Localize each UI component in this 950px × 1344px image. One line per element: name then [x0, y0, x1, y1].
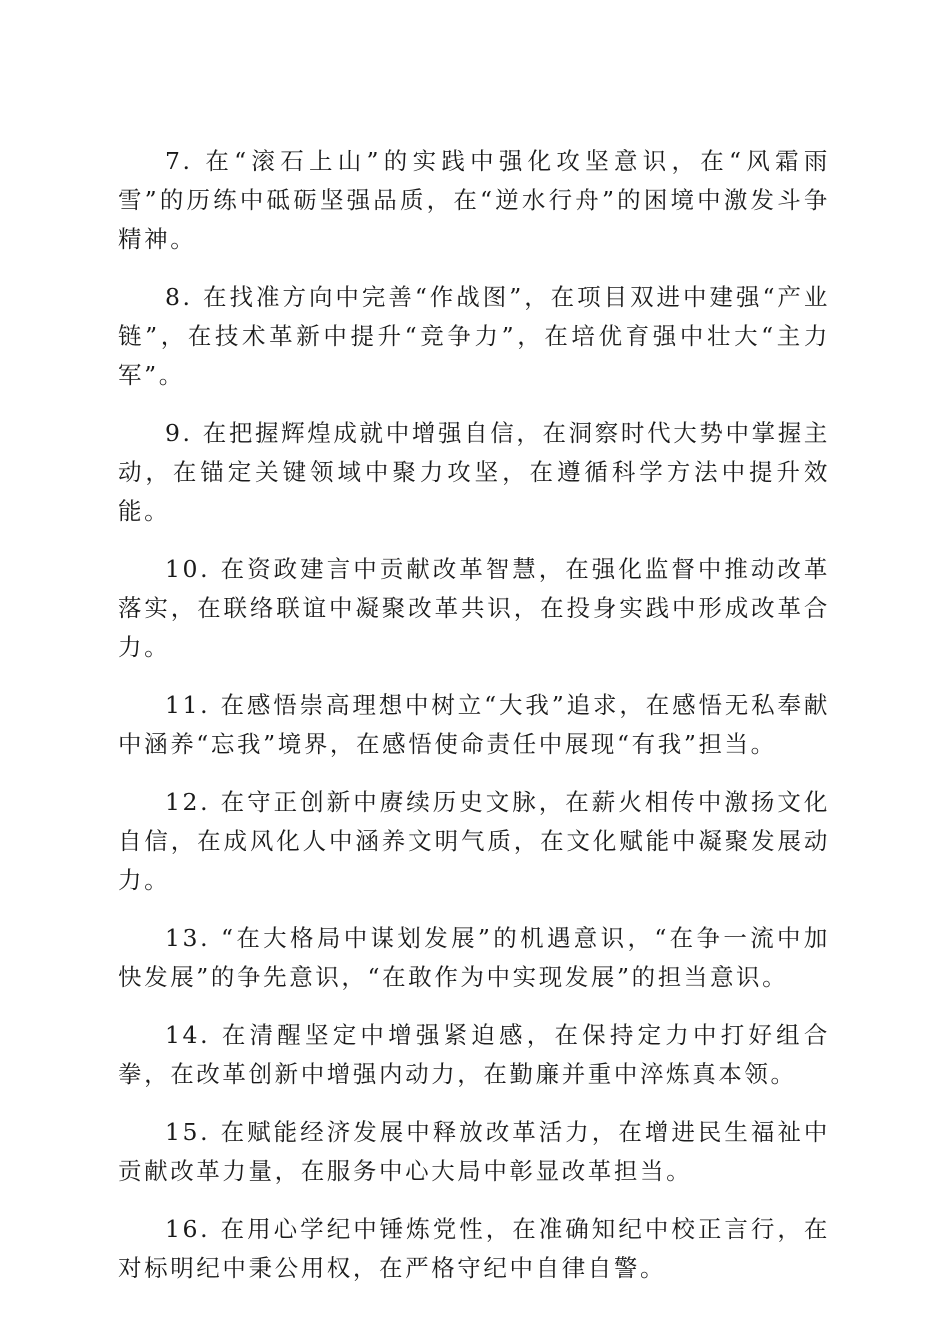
paragraph-14: 14. 在清醒坚定中增强紧迫感，在保持定力中打好组合拳，在改革创新中增强内动力，在勤廉并重中淬炼真本领。 — [118, 1021, 830, 1088]
document-body — [118, 142, 830, 1288]
paragraph-10: 10. 在资政建言中贡献改革智慧，在强化监督中推动改革落实，在联络联谊中凝聚改革共识，在投身实践中形成改革合力。 — [118, 555, 830, 661]
paragraph-11: 11. 在感悟崇高理想中树立“大我”追求，在感悟无私奉献中涵养“忘我”境界，在感悟使命责任中展现“有我”担当。 — [118, 691, 830, 758]
paragraph-9: 9. 在把握辉煌成就中增强自信，在洞察时代大势中掌握主动，在锚定关键领域中聚力攻坚，在遵循科学方法中提升效能。 — [118, 419, 830, 525]
paragraph-7: 7. 在“滚石上山”的实践中强化攻坚意识，在“风霜雨雪”的历练中砥砺坚强品质，在“逆水行舟”的困境中激发斗争精神。 — [118, 147, 830, 253]
paragraph-8: 8. 在找准方向中完善“作战图”，在项目双进中建强“产业链”，在技术革新中提升“竞争力”，在培优育强中壮大“主力军”。 — [118, 283, 830, 389]
paragraph-12: 12. 在守正创新中赓续历史文脉，在薪火相传中激扬文化自信，在成风化人中涵养文明气质，在文化赋能中凝聚发展动力。 — [118, 788, 830, 894]
paragraph-13: 13. “在大格局中谋划发展”的机遇意识，“在争一流中加快发展”的争先意识，“在敢作为中实现发展”的担当意识。 — [118, 924, 830, 991]
paragraph-15: 15. 在赋能经济发展中释放改革活力，在增进民生福祉中贡献改革力量，在服务中心大局中彰显改革担当。 — [118, 1118, 830, 1185]
paragraph-16: 16. 在用心学纪中锤炼党性，在准确知纪中校正言行，在对标明纪中秉公用权，在严格守纪中自律自警。 — [118, 1215, 830, 1282]
